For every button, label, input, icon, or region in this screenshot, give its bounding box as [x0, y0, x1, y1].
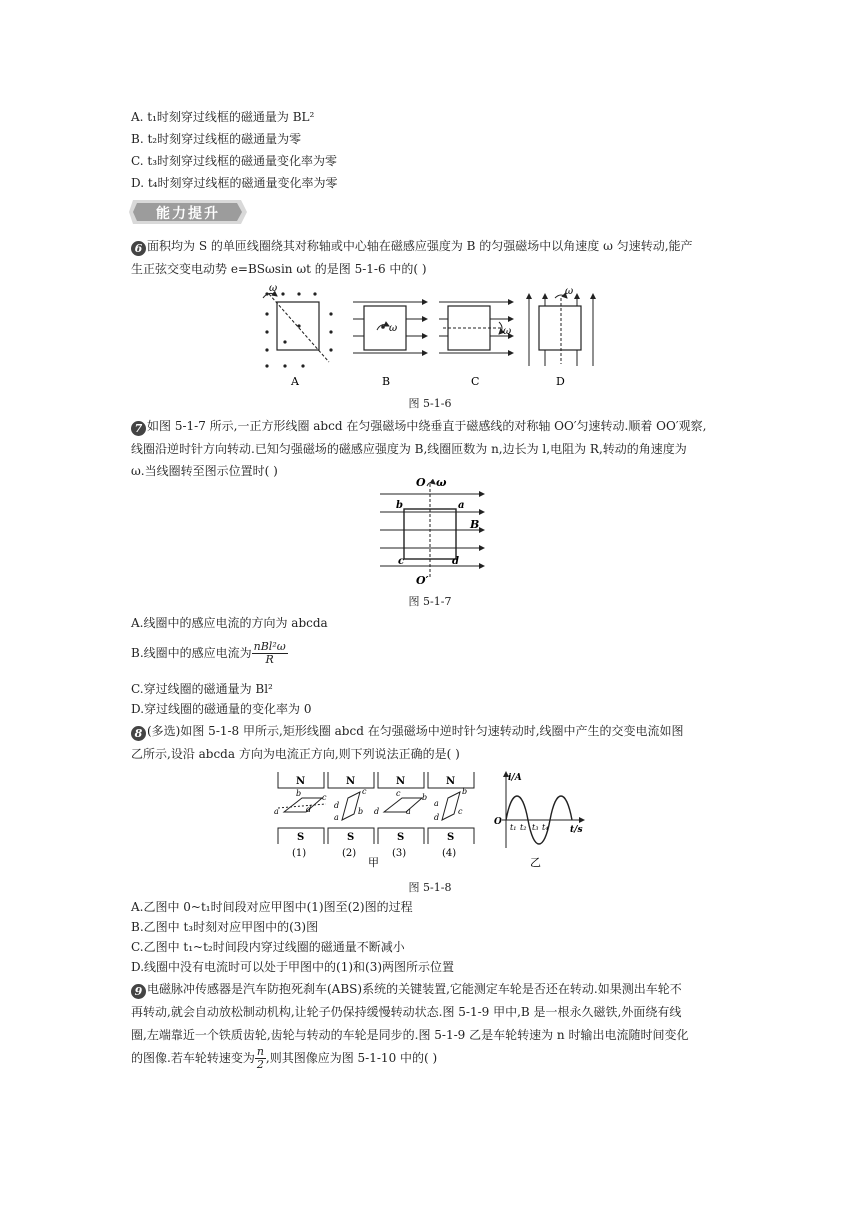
figure-5-1-7-caption: 图 5-1-7 — [408, 595, 452, 608]
svg-text:S: S — [397, 832, 405, 843]
figure-6-label-a: A — [291, 375, 299, 388]
q9-number-badge: 9 — [131, 984, 146, 999]
svg-text:c: c — [322, 793, 327, 802]
q7-option-d: D.穿过线圈的磁通量的变化率为 0 — [131, 702, 312, 716]
svg-text:b: b — [296, 789, 302, 798]
q5-option-d: D. t₄时刻穿过线框的磁通量变化率为零 — [131, 176, 338, 190]
svg-text:(3): (3) — [392, 848, 407, 859]
svg-text:a: a — [274, 807, 279, 816]
figure-8-panel-3 — [374, 772, 427, 859]
figure-6-option-c — [439, 302, 513, 388]
svg-text:t/s: t/s — [570, 825, 583, 835]
svg-text:ω: ω — [436, 476, 447, 489]
q8-option-d: D.线圈中没有电流时可以处于甲图中的(1)和(3)两图所示位置 — [131, 960, 455, 974]
q5-option-c: C. t₃时刻穿过线框的磁通量变化率为零 — [131, 154, 338, 168]
svg-text:d: d — [334, 801, 340, 810]
q6-number-badge: 6 — [131, 241, 146, 256]
q8-option-c: C.乙图中 t₁~t₂时间段内穿过线圈的磁通量不断减小 — [131, 940, 405, 954]
figure-8-yi-label: 乙 — [530, 856, 541, 869]
svg-text:O: O — [494, 817, 502, 827]
svg-text:d: d — [306, 805, 312, 814]
q7-option-a: A.线圈中的感应电流的方向为 abcda — [131, 616, 328, 630]
svg-text:b: b — [462, 787, 468, 796]
svg-text:(2): (2) — [342, 848, 357, 859]
q8-option-a: A.乙图中 0~t₁时间段对应甲图中(1)图至(2)图的过程 — [131, 900, 413, 914]
svg-text:b: b — [422, 793, 428, 802]
q5-option-b: B. t₂时刻穿过线框的磁通量为零 — [131, 132, 302, 146]
figure-5-1-8-caption: 图 5-1-8 — [408, 881, 452, 894]
figure-6-option-a — [263, 284, 333, 388]
figure-8-panel-2 — [328, 772, 374, 859]
svg-text:b: b — [358, 807, 364, 816]
q7-line-2: 线圈沿逆时针方向转动.已知匀强磁场的磁感应强度为 B,线圈匝数为 n,边长为 l,电阻为 R,转动的角速度为 — [131, 442, 687, 456]
figure-5-1-6-caption: 图 5-1-6 — [408, 397, 452, 410]
q7-option-b: B.线圈中的感应电流为 $\frac{\text{nBl²ω}}{R}$ — [131, 640, 286, 666]
svg-text:a: a — [434, 799, 439, 808]
svg-text:t₄: t₄ — [542, 823, 549, 832]
svg-text:a: a — [458, 500, 465, 511]
figure-5-1-6 — [255, 284, 615, 390]
q8-number-badge: 8 — [131, 726, 146, 741]
figure-8-jia-label: 甲 — [368, 856, 379, 869]
q7-line-1: 7 如图 5-1-7 所示,一正方形线圈 abcd 在匀强磁场中绕垂直于磁感线的对称轴 OO′匀速转动.顺着 OO′观察, — [131, 417, 731, 436]
q8-line-2: 乙所示,设沿 abcda 方向为电流正方向,则下列说法正确的是( ) — [131, 747, 460, 761]
q9-line-3: 圈,左端靠近一个铁质齿轮,齿轮与转动的车轮是同步的.图 5-1-9 乙是车轮转速为 n 时输出电流随时间变化 — [131, 1028, 689, 1042]
svg-text:a: a — [406, 807, 411, 816]
section-banner — [129, 198, 247, 226]
section-title: 能力提升 — [156, 206, 220, 222]
svg-text:N: N — [396, 776, 406, 787]
svg-text:d: d — [374, 807, 380, 816]
svg-text:c: c — [362, 787, 367, 796]
figure-8-yi-graph — [494, 772, 584, 869]
q9-line-1: 9 电磁脉冲传感器是汽车防抱死刹车(ABS)系统的关键装置,它能测定车轮是否还在转动.如果测出车轮不 — [131, 980, 731, 999]
svg-text:c: c — [458, 807, 463, 816]
q7-number-badge: 7 — [131, 421, 146, 436]
q9-line-2: 再转动,就会自动放松制动机构,让轮子仍保持缓慢转动状态.图 5-1-9 甲中,B 是一根永久磁铁,外面绕有线 — [131, 1005, 682, 1019]
svg-text:c: c — [396, 789, 401, 798]
svg-text:B: B — [470, 518, 480, 531]
q8-option-b: B.乙图中 t₃时刻对应甲图中的(3)图 — [131, 920, 319, 934]
svg-text:a: a — [334, 813, 339, 822]
figure-5-1-8 — [268, 768, 598, 870]
svg-text:ω: ω — [565, 286, 574, 297]
svg-text:(1): (1) — [292, 848, 307, 859]
q7-line-3: ω.当线圈转至图示位置时( ) — [131, 464, 278, 478]
q6-line-2: 生正弦交变电动势 e=BSωsin ωt 的是图 5-1-6 中的( ) — [131, 262, 427, 276]
figure-5-1-7 — [372, 474, 492, 588]
svg-text:(4): (4) — [442, 848, 457, 859]
svg-text:d: d — [452, 556, 459, 567]
svg-text:O: O — [416, 476, 426, 489]
svg-text:N: N — [446, 776, 456, 787]
svg-text:S: S — [447, 832, 455, 843]
svg-text:O′: O′ — [416, 574, 429, 587]
svg-text:ω: ω — [389, 323, 398, 334]
figure-6-label-d: D — [556, 375, 565, 388]
q9-line-4: 的图像.若车轮转速变为 $\frac{n}{2}$ ,则其图像应为图 5-1-10 中的( ) — [131, 1045, 438, 1071]
svg-text:ω: ω — [503, 326, 512, 337]
svg-text:t₂: t₂ — [520, 823, 527, 832]
figure-6-label-c: C — [471, 375, 480, 388]
svg-text:N: N — [296, 776, 306, 787]
svg-text:N: N — [346, 776, 356, 787]
svg-text:ω: ω — [269, 284, 278, 294]
svg-text:b: b — [396, 500, 403, 511]
svg-text:S: S — [347, 832, 355, 843]
q5-option-a: A. t₁时刻穿过线框的磁通量为 BL² — [131, 110, 315, 124]
svg-text:i/A: i/A — [508, 773, 522, 783]
svg-text:t₁: t₁ — [510, 823, 517, 832]
figure-6-label-b: B — [382, 375, 391, 388]
svg-text:t₃: t₃ — [532, 823, 539, 832]
q8-line-1: 8 (多选)如图 5-1-8 甲所示,矩形线圈 abcd 在匀强磁场中逆时针匀速转动时,线圈中产生的交变电流如图 — [131, 722, 731, 741]
svg-text:S: S — [297, 832, 305, 843]
figure-8-panel-1 — [274, 772, 327, 859]
figure-8-panel-4 — [428, 772, 474, 859]
q6-line-1: 6 面积均为 S 的单匝线圈绕其对称轴或中心轴在磁感应强度为 B 的匀强磁场中以角速度 ω 匀速转动,能产 — [131, 237, 731, 256]
svg-text:d: d — [434, 813, 440, 822]
figure-6-option-b — [353, 302, 427, 388]
svg-text:c: c — [398, 556, 405, 567]
figure-6-option-d — [529, 286, 593, 388]
q7-option-c: C.穿过线圈的磁通量为 Bl² — [131, 682, 273, 696]
